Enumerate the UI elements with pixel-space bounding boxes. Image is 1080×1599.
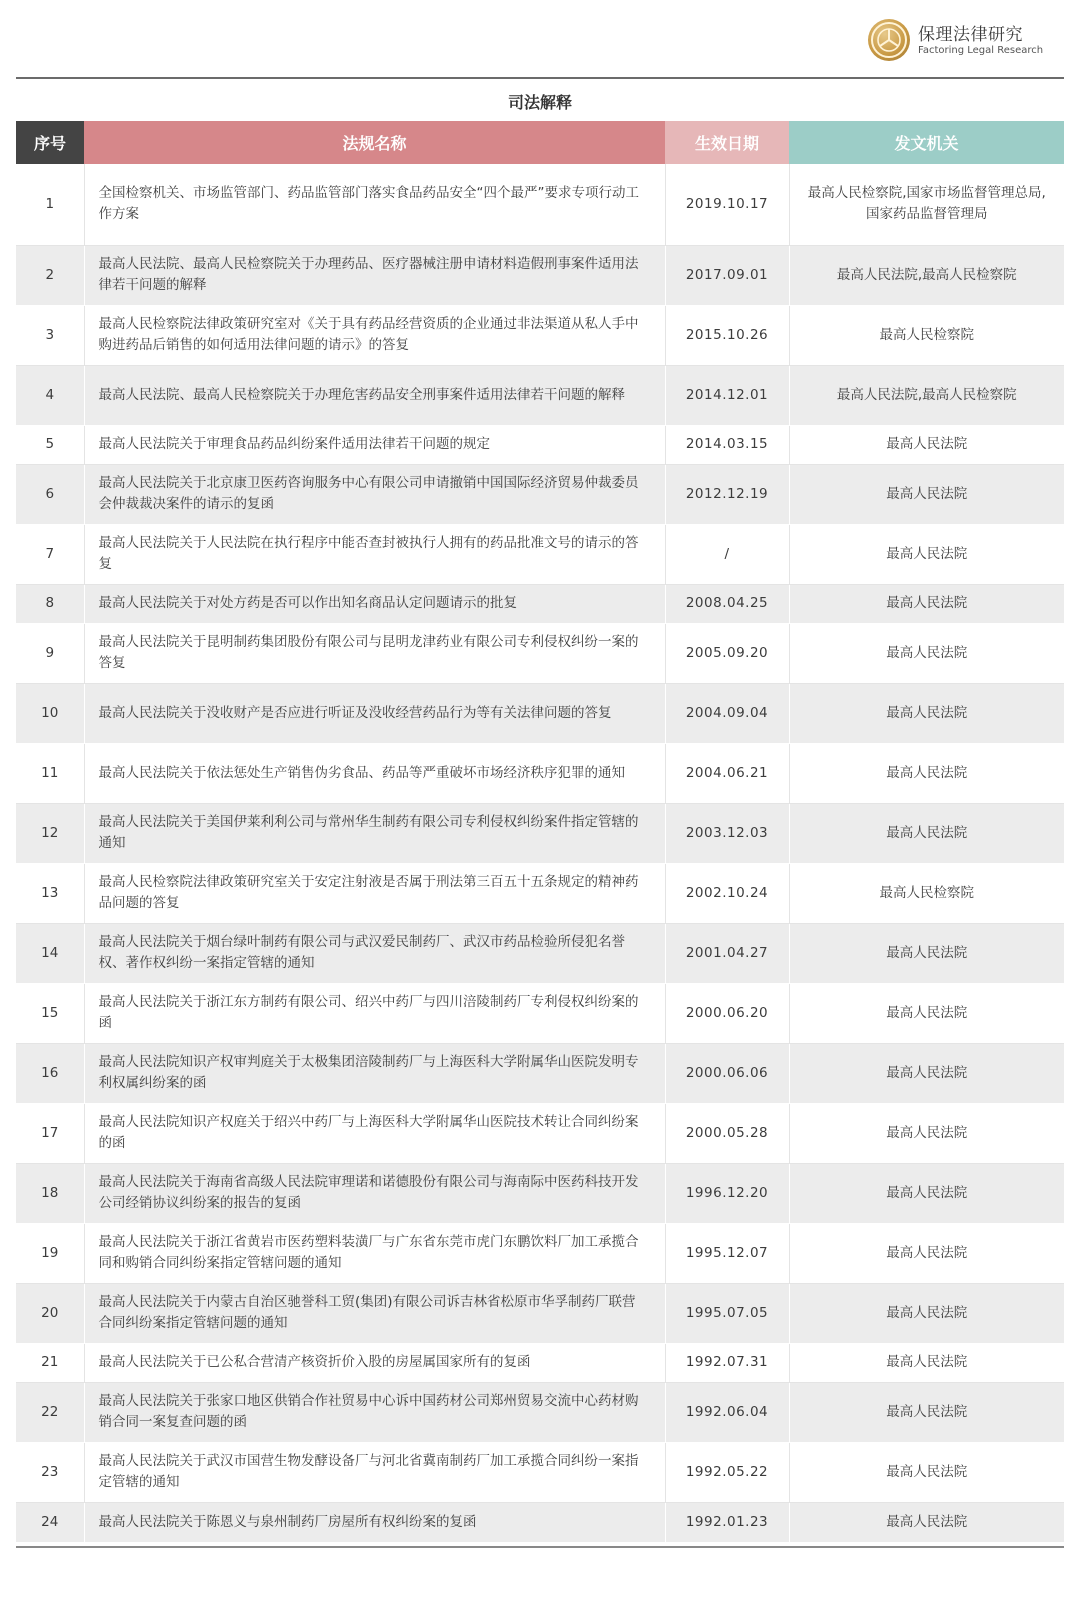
table-title: 司法解释 — [507, 93, 572, 112]
bottom-divider — [16, 1546, 1064, 1548]
row-number: 1 — [16, 164, 84, 245]
table-row — [16, 365, 1064, 425]
row-number: 16 — [16, 1043, 84, 1103]
column-header-org: 发文机关 — [789, 121, 1064, 164]
table-row — [16, 1103, 1064, 1163]
row-number: 21 — [16, 1343, 84, 1382]
page-header — [0, 0, 1080, 78]
effective-date: 2019.10.17 — [665, 164, 789, 245]
issuing-authority: 最高人民法院 — [789, 1343, 1064, 1382]
row-number: 13 — [16, 863, 84, 923]
brand-logo-icon — [868, 19, 910, 61]
effective-date: 2000.06.06 — [665, 1043, 789, 1103]
regulation-name: 最高人民法院关于张家口地区供销合作社贸易中心诉中国药材公司郑州贸易交流中心药材购销合同一案复查问题的函 — [84, 1382, 665, 1442]
issuing-authority: 最高人民法院 — [789, 683, 1064, 743]
issuing-authority: 最高人民法院 — [789, 1043, 1064, 1103]
table-row — [16, 983, 1064, 1043]
effective-date: 2008.04.25 — [665, 584, 789, 623]
issuing-authority: 最高人民法院 — [789, 524, 1064, 584]
table-row — [16, 464, 1064, 524]
row-number: 2 — [16, 245, 84, 305]
table-row — [16, 923, 1064, 983]
regulation-name: 最高人民法院知识产权审判庭关于太极集团涪陵制药厂与上海医科大学附属华山医院发明专利权属纠纷案的函 — [84, 1043, 665, 1103]
issuing-authority: 最高人民检察院,国家市场监督管理总局,国家药品监督管理局 — [789, 164, 1064, 245]
effective-date: 2004.09.04 — [665, 683, 789, 743]
regulation-name: 最高人民法院关于武汉市国营生物发酵设备厂与河北省冀南制药厂加工承揽合同纠纷一案指定管辖的通知 — [84, 1442, 665, 1502]
effective-date: 2015.10.26 — [665, 305, 789, 365]
regulation-name: 全国检察机关、市场监管部门、药品监管部门落实食品药品安全“四个最严”要求专项行动工作方案 — [84, 164, 665, 245]
header-divider — [16, 77, 1064, 79]
table-row — [16, 623, 1064, 683]
effective-date: 2012.12.19 — [665, 464, 789, 524]
issuing-authority: 最高人民检察院 — [789, 863, 1064, 923]
issuing-authority: 最高人民法院 — [789, 1103, 1064, 1163]
row-number: 4 — [16, 365, 84, 425]
brand-name-cn: 保理法律研究 — [918, 25, 1023, 45]
effective-date: 1992.07.31 — [665, 1343, 789, 1382]
row-number: 9 — [16, 623, 84, 683]
issuing-authority: 最高人民法院 — [789, 1163, 1064, 1223]
regulation-name: 最高人民法院关于已公私合营清产核资折价入股的房屋属国家所有的复函 — [84, 1343, 665, 1382]
table-header-row — [16, 121, 1064, 164]
table-row — [16, 1442, 1064, 1502]
effective-date: 1992.06.04 — [665, 1382, 789, 1442]
table-row — [16, 584, 1064, 623]
row-number: 24 — [16, 1502, 84, 1542]
table-row — [16, 164, 1064, 245]
table-row — [16, 1502, 1064, 1542]
regulation-name: 最高人民法院关于美国伊莱利利公司与常州华生制药有限公司专利侵权纠纷案件指定管辖的通知 — [84, 803, 665, 863]
issuing-authority: 最高人民法院,最高人民检察院 — [789, 365, 1064, 425]
effective-date: 2014.12.01 — [665, 365, 789, 425]
regulations-table — [16, 121, 1064, 1543]
row-number: 15 — [16, 983, 84, 1043]
brand-name-en: Factoring Legal Research — [918, 45, 1044, 56]
effective-date: 1992.05.22 — [665, 1442, 789, 1502]
table-row — [16, 1343, 1064, 1382]
regulation-name: 最高人民法院关于烟台绿叶制药有限公司与武汉爱民制药厂、武汉市药品检验所侵犯名誉权、著作权纠纷一案指定管辖的通知 — [84, 923, 665, 983]
issuing-authority: 最高人民法院 — [789, 1502, 1064, 1542]
issuing-authority: 最高人民检察院 — [789, 305, 1064, 365]
effective-date: 2001.04.27 — [665, 923, 789, 983]
regulation-name: 最高人民法院关于浙江东方制药有限公司、绍兴中药厂与四川涪陵制药厂专利侵权纠纷案的函 — [84, 983, 665, 1043]
row-number: 19 — [16, 1223, 84, 1283]
table-row — [16, 305, 1064, 365]
effective-date: 1995.07.05 — [665, 1283, 789, 1343]
table-row — [16, 425, 1064, 464]
regulation-name: 最高人民检察院法律政策研究室关于安定注射液是否属于刑法第三百五十五条规定的精神药品问题的答复 — [84, 863, 665, 923]
table-row — [16, 863, 1064, 923]
row-number: 14 — [16, 923, 84, 983]
issuing-authority: 最高人民法院 — [789, 923, 1064, 983]
effective-date: 2017.09.01 — [665, 245, 789, 305]
issuing-authority: 最高人民法院 — [789, 1283, 1064, 1343]
row-number: 3 — [16, 305, 84, 365]
issuing-authority: 最高人民法院 — [789, 464, 1064, 524]
table-row — [16, 1283, 1064, 1343]
table-row — [16, 1043, 1064, 1103]
regulation-name: 最高人民法院关于内蒙古自治区驰誉科工贸(集团)有限公司诉吉林省松原市华孚制药厂联营合同纠纷案指定管辖问题的通知 — [84, 1283, 665, 1343]
effective-date: 2000.05.28 — [665, 1103, 789, 1163]
row-number: 5 — [16, 425, 84, 464]
regulation-name: 最高人民法院关于陈恩义与泉州制药厂房屋所有权纠纷案的复函 — [84, 1502, 665, 1542]
regulation-name: 最高人民检察院法律政策研究室对《关于具有药品经营资质的企业通过非法渠道从私人手中购进药品后销售的如何适用法律问题的请示》的答复 — [84, 305, 665, 365]
row-number: 7 — [16, 524, 84, 584]
issuing-authority: 最高人民法院 — [789, 1442, 1064, 1502]
issuing-authority: 最高人民法院 — [789, 803, 1064, 863]
column-header-date: 生效日期 — [665, 121, 789, 164]
row-number: 18 — [16, 1163, 84, 1223]
regulation-name: 最高人民法院关于人民法院在执行程序中能否查封被执行人拥有的药品批准文号的请示的答复 — [84, 524, 665, 584]
regulation-name: 最高人民法院关于北京康卫医药咨询服务中心有限公司申请撤销中国国际经济贸易仲裁委员会仲裁裁决案件的请示的复函 — [84, 464, 665, 524]
regulation-name: 最高人民法院、最高人民检察院关于办理危害药品安全刑事案件适用法律若干问题的解释 — [84, 365, 665, 425]
row-number: 8 — [16, 584, 84, 623]
regulation-name: 最高人民法院关于昆明制药集团股份有限公司与昆明龙津药业有限公司专利侵权纠纷一案的答复 — [84, 623, 665, 683]
regulation-name: 最高人民法院知识产权庭关于绍兴中药厂与上海医科大学附属华山医院技术转让合同纠纷案的函 — [84, 1103, 665, 1163]
table-row — [16, 245, 1064, 305]
regulation-name: 最高人民法院关于没收财产是否应进行听证及没收经营药品行为等有关法律问题的答复 — [84, 683, 665, 743]
effective-date: / — [665, 524, 789, 584]
effective-date: 1992.01.23 — [665, 1502, 789, 1542]
effective-date: 1996.12.20 — [665, 1163, 789, 1223]
effective-date: 1995.12.07 — [665, 1223, 789, 1283]
effective-date: 2014.03.15 — [665, 425, 789, 464]
issuing-authority: 最高人民法院 — [789, 983, 1064, 1043]
effective-date: 2000.06.20 — [665, 983, 789, 1043]
regulation-name: 最高人民法院关于对处方药是否可以作出知名商品认定问题请示的批复 — [84, 584, 665, 623]
issuing-authority: 最高人民法院 — [789, 623, 1064, 683]
table-row — [16, 803, 1064, 863]
issuing-authority: 最高人民法院 — [789, 743, 1064, 803]
effective-date: 2002.10.24 — [665, 863, 789, 923]
row-number: 20 — [16, 1283, 84, 1343]
table-row — [16, 524, 1064, 584]
regulation-name: 最高人民法院关于海南省高级人民法院审理诺和诺德股份有限公司与海南际中医药科技开发公司经销协议纠纷案的报告的复函 — [84, 1163, 665, 1223]
effective-date: 2005.09.20 — [665, 623, 789, 683]
issuing-authority: 最高人民法院 — [789, 425, 1064, 464]
table-row — [16, 1223, 1064, 1283]
table-row — [16, 1382, 1064, 1442]
issuing-authority: 最高人民法院 — [789, 1382, 1064, 1442]
effective-date: 2003.12.03 — [665, 803, 789, 863]
row-number: 11 — [16, 743, 84, 803]
regulation-name: 最高人民法院关于依法惩处生产销售伪劣食品、药品等严重破坏市场经济秩序犯罪的通知 — [84, 743, 665, 803]
issuing-authority: 最高人民法院 — [789, 1223, 1064, 1283]
table-row — [16, 743, 1064, 803]
row-number: 6 — [16, 464, 84, 524]
row-number: 12 — [16, 803, 84, 863]
column-header-no: 序号 — [16, 121, 84, 164]
row-number: 22 — [16, 1382, 84, 1442]
row-number: 17 — [16, 1103, 84, 1163]
effective-date: 2004.06.21 — [665, 743, 789, 803]
regulation-name: 最高人民法院关于浙江省黄岩市医药塑料装潢厂与广东省东莞市虎门东鹏饮料厂加工承揽合同和购销合同纠纷案指定管辖问题的通知 — [84, 1223, 665, 1283]
table-row — [16, 1163, 1064, 1223]
column-header-name: 法规名称 — [84, 121, 665, 164]
regulation-name: 最高人民法院关于审理食品药品纠纷案件适用法律若干问题的规定 — [84, 425, 665, 464]
issuing-authority: 最高人民法院,最高人民检察院 — [789, 245, 1064, 305]
row-number: 23 — [16, 1442, 84, 1502]
issuing-authority: 最高人民法院 — [789, 584, 1064, 623]
row-number: 10 — [16, 683, 84, 743]
regulation-name: 最高人民法院、最高人民检察院关于办理药品、医疗器械注册申请材料造假刑事案件适用法律若干问题的解释 — [84, 245, 665, 305]
table-row — [16, 683, 1064, 743]
